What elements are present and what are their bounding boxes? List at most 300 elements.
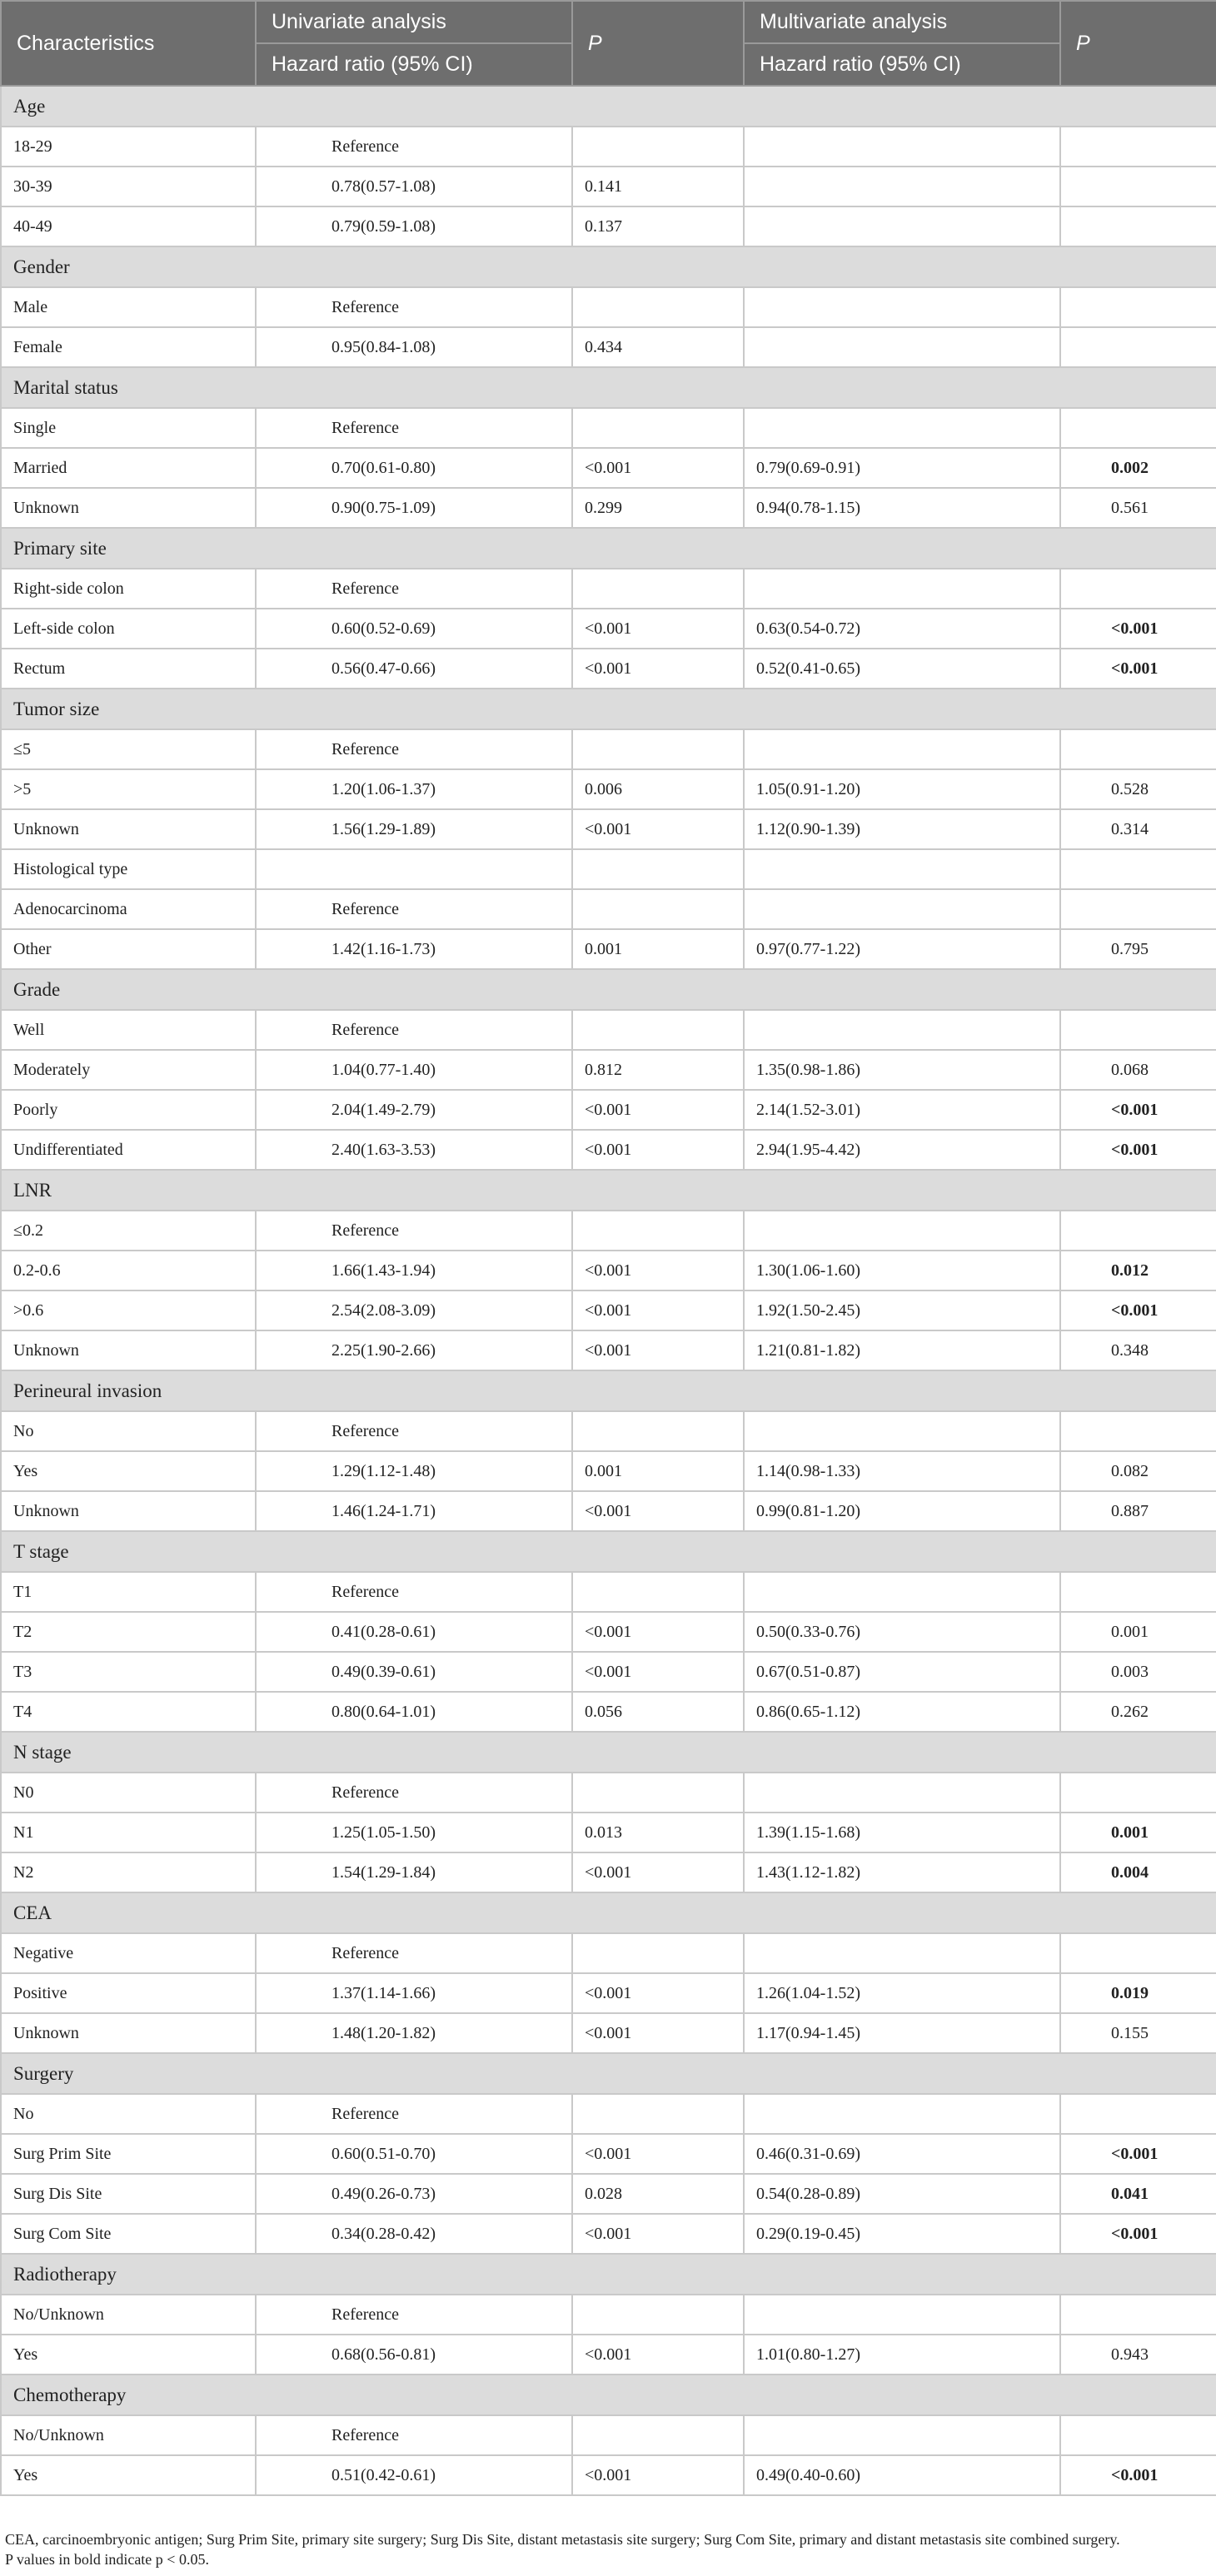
multivariate-p-cell: 0.041 [1060, 2174, 1216, 2214]
table-row [1, 2094, 1216, 2134]
univariate-hr-cell: 1.37(1.14-1.66) [256, 1973, 572, 2013]
table-row [1, 488, 1216, 528]
table-row [1, 1773, 1216, 1813]
univariate-p-cell: <0.001 [572, 1251, 744, 1290]
univariate-hr-cell: 0.60(0.52-0.69) [256, 609, 572, 649]
row-label: Unknown [1, 1330, 256, 1370]
table-row [1, 1933, 1216, 1973]
multivariate-hr-cell: 0.79(0.69-0.91) [744, 448, 1060, 488]
row-label: Undifferentiated [1, 1130, 256, 1170]
univariate-p-cell [572, 729, 744, 769]
univariate-hr-cell: 1.25(1.05-1.50) [256, 1813, 572, 1852]
multivariate-p-cell [1060, 1411, 1216, 1451]
table-row [1, 609, 1216, 649]
table-row [1, 167, 1216, 206]
univariate-p-cell: <0.001 [572, 2013, 744, 2053]
table-row [1, 849, 1216, 889]
univariate-hr-cell: Reference [256, 287, 572, 327]
row-label: >0.6 [1, 1290, 256, 1330]
multivariate-p-cell: <0.001 [1060, 2455, 1216, 2495]
univariate-p-cell: 0.299 [572, 488, 744, 528]
multivariate-p-cell: 0.001 [1060, 1813, 1216, 1852]
section-title: CEA [1, 1892, 1216, 1933]
section-title: Tumor size [1, 689, 1216, 729]
multivariate-p-cell: 0.001 [1060, 1612, 1216, 1652]
univariate-p-cell [572, 849, 744, 889]
univariate-hr-cell: 0.60(0.51-0.70) [256, 2134, 572, 2174]
univariate-p-cell [572, 1572, 744, 1612]
multivariate-p-cell [1060, 849, 1216, 889]
multivariate-hr-cell: 0.86(0.65-1.12) [744, 1692, 1060, 1732]
multivariate-p-cell [1060, 206, 1216, 246]
multivariate-hr-cell [744, 729, 1060, 769]
univariate-p-cell: <0.001 [572, 1130, 744, 1170]
multivariate-hr-cell: 1.12(0.90-1.39) [744, 809, 1060, 849]
multivariate-p-cell [1060, 287, 1216, 327]
table-row [1, 769, 1216, 809]
multivariate-hr-cell: 2.14(1.52-3.01) [744, 1090, 1060, 1130]
multivariate-p-cell [1060, 2094, 1216, 2134]
multivariate-hr-cell [744, 1933, 1060, 1973]
univariate-p-cell: <0.001 [572, 1491, 744, 1531]
univariate-hr-cell: 2.54(2.08-3.09) [256, 1290, 572, 1330]
section-row [1, 1170, 1216, 1211]
section-title: T stage [1, 1531, 1216, 1572]
multivariate-hr-cell: 1.17(0.94-1.45) [744, 2013, 1060, 2053]
multivariate-p-cell [1060, 889, 1216, 929]
multivariate-hr-cell: 1.35(0.98-1.86) [744, 1050, 1060, 1090]
univariate-hr-cell: Reference [256, 2094, 572, 2134]
row-label: Unknown [1, 2013, 256, 2053]
univariate-hr-cell: 1.04(0.77-1.40) [256, 1050, 572, 1090]
row-label: 18-29 [1, 127, 256, 167]
univariate-p-cell: 0.812 [572, 1050, 744, 1090]
univariate-hr-cell: Reference [256, 408, 572, 448]
multivariate-p-cell: 0.262 [1060, 1692, 1216, 1732]
univariate-hr-cell: 2.04(1.49-2.79) [256, 1090, 572, 1130]
multivariate-hr-cell: 0.50(0.33-0.76) [744, 1612, 1060, 1652]
row-label: ≤5 [1, 729, 256, 769]
section-row [1, 1732, 1216, 1773]
multivariate-hr-cell: 0.94(0.78-1.15) [744, 488, 1060, 528]
multivariate-hr-cell: 1.39(1.15-1.68) [744, 1813, 1060, 1852]
row-label: Negative [1, 1933, 256, 1973]
table-row [1, 1692, 1216, 1732]
univariate-p-cell [572, 2295, 744, 2335]
univariate-hr-cell: 1.42(1.16-1.73) [256, 929, 572, 969]
table-row [1, 1211, 1216, 1251]
row-label: Unknown [1, 1491, 256, 1531]
table-row [1, 206, 1216, 246]
multivariate-p-cell: 0.561 [1060, 488, 1216, 528]
univariate-hr-cell: Reference [256, 2295, 572, 2335]
multivariate-hr-cell: 1.01(0.80-1.27) [744, 2335, 1060, 2375]
univariate-hr-cell: 0.51(0.42-0.61) [256, 2455, 572, 2495]
row-label: N2 [1, 1852, 256, 1892]
univariate-hr-cell: 1.56(1.29-1.89) [256, 809, 572, 849]
univariate-p-cell [572, 1211, 744, 1251]
univariate-hr-cell: 0.68(0.56-0.81) [256, 2335, 572, 2375]
multivariate-hr-cell [744, 2295, 1060, 2335]
multivariate-p-cell: 0.887 [1060, 1491, 1216, 1531]
section-row [1, 2254, 1216, 2295]
multivariate-p-cell: <0.001 [1060, 1130, 1216, 1170]
row-label: Well [1, 1010, 256, 1050]
table-row [1, 408, 1216, 448]
row-label: No [1, 2094, 256, 2134]
section-title: Radiotherapy [1, 2254, 1216, 2295]
multivariate-p-cell [1060, 1933, 1216, 1973]
univariate-p-cell: <0.001 [572, 2335, 744, 2375]
row-label: Poorly [1, 1090, 256, 1130]
section-row [1, 689, 1216, 729]
row-label: Surg Prim Site [1, 2134, 256, 2174]
table-row [1, 1652, 1216, 1692]
table-row [1, 1852, 1216, 1892]
table-row [1, 2134, 1216, 2174]
table-row [1, 649, 1216, 689]
multivariate-hr-cell [744, 1572, 1060, 1612]
multivariate-hr-cell: 0.67(0.51-0.87) [744, 1652, 1060, 1692]
multivariate-p-cell: <0.001 [1060, 2134, 1216, 2174]
row-label: Male [1, 287, 256, 327]
row-label: No [1, 1411, 256, 1451]
row-label: Rectum [1, 649, 256, 689]
table-row [1, 127, 1216, 167]
row-label: 0.2-0.6 [1, 1251, 256, 1290]
section-row [1, 1892, 1216, 1933]
section-row [1, 969, 1216, 1010]
multivariate-hr-cell [744, 206, 1060, 246]
univariate-hr-cell: Reference [256, 729, 572, 769]
row-label: Left-side colon [1, 609, 256, 649]
multivariate-p-cell: <0.001 [1060, 649, 1216, 689]
row-label: Unknown [1, 809, 256, 849]
univariate-hr-cell: Reference [256, 2415, 572, 2455]
section-row [1, 246, 1216, 287]
univariate-hr-cell: 0.70(0.61-0.80) [256, 448, 572, 488]
row-label: Surg Com Site [1, 2214, 256, 2254]
row-label: Yes [1, 2455, 256, 2495]
section-title: Perineural invasion [1, 1370, 1216, 1411]
section-title: Primary site [1, 528, 1216, 569]
univariate-hr-cell: Reference [256, 127, 572, 167]
section-row [1, 367, 1216, 408]
section-row [1, 1370, 1216, 1411]
table-row [1, 1290, 1216, 1330]
multivariate-hr-cell: 2.94(1.95-4.42) [744, 1130, 1060, 1170]
univariate-p-cell [572, 2094, 744, 2134]
univariate-p-cell: 0.137 [572, 206, 744, 246]
univariate-p-cell [572, 408, 744, 448]
row-label: Married [1, 448, 256, 488]
multivariate-hr-cell [744, 2415, 1060, 2455]
footnote-abbreviations: CEA, carcinoembryonic antigen; Surg Prim Site, primary site surgery; Surg Dis Site, distant metastasis site surgery; Surg Com Site, primary and distant metastasis site combined surgery. [5, 2531, 1120, 2548]
univariate-p-cell [572, 889, 744, 929]
multivariate-hr-cell [744, 327, 1060, 367]
multivariate-p-cell: <0.001 [1060, 1090, 1216, 1130]
univariate-hr-cell: 2.25(1.90-2.66) [256, 1330, 572, 1370]
univariate-p-cell: <0.001 [572, 609, 744, 649]
multivariate-hr-cell [744, 849, 1060, 889]
header-multivariate: Multivariate analysis [744, 1, 1060, 43]
multivariate-hr-cell: 1.43(1.12-1.82) [744, 1852, 1060, 1892]
multivariate-p-cell: 0.004 [1060, 1852, 1216, 1892]
multivariate-p-cell [1060, 2295, 1216, 2335]
table-footnote [5, 2529, 1213, 2569]
univariate-hr-cell: 0.56(0.47-0.66) [256, 649, 572, 689]
univariate-p-cell [572, 287, 744, 327]
section-row [1, 528, 1216, 569]
univariate-p-cell: <0.001 [572, 1852, 744, 1892]
row-label: >5 [1, 769, 256, 809]
univariate-p-cell: 0.028 [572, 2174, 744, 2214]
row-label: Female [1, 327, 256, 367]
table-row [1, 1330, 1216, 1370]
univariate-hr-cell: 1.66(1.43-1.94) [256, 1251, 572, 1290]
row-label: T2 [1, 1612, 256, 1652]
univariate-hr-cell: Reference [256, 569, 572, 609]
univariate-hr-cell: Reference [256, 1411, 572, 1451]
table-row [1, 2455, 1216, 2495]
table-row [1, 2335, 1216, 2375]
table-row [1, 448, 1216, 488]
table-row [1, 327, 1216, 367]
table-row [1, 1090, 1216, 1130]
univariate-hr-cell: 0.49(0.39-0.61) [256, 1652, 572, 1692]
row-label: Positive [1, 1973, 256, 2013]
multivariate-hr-cell: 1.21(0.81-1.82) [744, 1330, 1060, 1370]
univariate-p-cell [572, 1933, 744, 1973]
univariate-hr-cell: Reference [256, 889, 572, 929]
table-row [1, 1130, 1216, 1170]
table-row [1, 889, 1216, 929]
table-header [1, 1, 1216, 86]
row-label: Yes [1, 1451, 256, 1491]
univariate-p-cell: <0.001 [572, 1090, 744, 1130]
multivariate-p-cell: <0.001 [1060, 2214, 1216, 2254]
univariate-p-cell: <0.001 [572, 448, 744, 488]
table-row [1, 287, 1216, 327]
univariate-hr-cell [256, 849, 572, 889]
section-title: Gender [1, 246, 1216, 287]
multivariate-p-cell [1060, 327, 1216, 367]
table-row [1, 1572, 1216, 1612]
section-title: Age [1, 86, 1216, 127]
multivariate-hr-cell [744, 167, 1060, 206]
univariate-p-cell: <0.001 [572, 1330, 744, 1370]
table-row [1, 569, 1216, 609]
section-title: LNR [1, 1170, 1216, 1211]
footnote-bold-note: P values in bold indicate p < 0.05. [5, 2551, 209, 2568]
univariate-hr-cell: Reference [256, 1010, 572, 1050]
header-characteristics: Characteristics [1, 1, 256, 86]
multivariate-p-cell: 0.314 [1060, 809, 1216, 849]
header-hr-multivariate: Hazard ratio (95% CI) [744, 43, 1060, 86]
row-label: No/Unknown [1, 2415, 256, 2455]
table-body [1, 86, 1216, 2495]
table-row [1, 729, 1216, 769]
multivariate-hr-cell: 0.63(0.54-0.72) [744, 609, 1060, 649]
multivariate-hr-cell: 0.97(0.77-1.22) [744, 929, 1060, 969]
row-label: 30-39 [1, 167, 256, 206]
table-row [1, 809, 1216, 849]
univariate-p-cell: <0.001 [572, 2214, 744, 2254]
multivariate-hr-cell [744, 287, 1060, 327]
univariate-hr-cell: Reference [256, 1211, 572, 1251]
univariate-p-cell: <0.001 [572, 1652, 744, 1692]
univariate-p-cell [572, 1773, 744, 1813]
row-label: T1 [1, 1572, 256, 1612]
multivariate-p-cell: 0.155 [1060, 2013, 1216, 2053]
multivariate-hr-cell [744, 1010, 1060, 1050]
multivariate-p-cell: <0.001 [1060, 1290, 1216, 1330]
univariate-hr-cell: 1.46(1.24-1.71) [256, 1491, 572, 1531]
row-label: No/Unknown [1, 2295, 256, 2335]
multivariate-p-cell [1060, 1572, 1216, 1612]
multivariate-p-cell: <0.001 [1060, 609, 1216, 649]
univariate-hr-cell: 0.79(0.59-1.08) [256, 206, 572, 246]
row-label: Moderately [1, 1050, 256, 1090]
row-label: Histological type [1, 849, 256, 889]
univariate-p-cell [572, 2415, 744, 2455]
multivariate-hr-cell: 0.52(0.41-0.65) [744, 649, 1060, 689]
row-label: 40-49 [1, 206, 256, 246]
multivariate-p-cell [1060, 1010, 1216, 1050]
multivariate-hr-cell: 1.14(0.98-1.33) [744, 1451, 1060, 1491]
table-row [1, 2174, 1216, 2214]
multivariate-hr-cell [744, 1773, 1060, 1813]
multivariate-p-cell [1060, 1211, 1216, 1251]
univariate-hr-cell: 0.90(0.75-1.09) [256, 488, 572, 528]
table-row [1, 2295, 1216, 2335]
univariate-hr-cell: 2.40(1.63-3.53) [256, 1130, 572, 1170]
multivariate-hr-cell: 1.92(1.50-2.45) [744, 1290, 1060, 1330]
table-row [1, 2013, 1216, 2053]
univariate-p-cell: <0.001 [572, 2134, 744, 2174]
multivariate-p-cell: 0.003 [1060, 1652, 1216, 1692]
header-p-multivariate: P [1060, 1, 1216, 86]
univariate-p-cell [572, 1010, 744, 1050]
multivariate-p-cell [1060, 569, 1216, 609]
univariate-p-cell: 0.434 [572, 327, 744, 367]
multivariate-p-cell [1060, 167, 1216, 206]
row-label: N1 [1, 1813, 256, 1852]
section-row [1, 1531, 1216, 1572]
table-row [1, 1451, 1216, 1491]
univariate-hr-cell: 0.34(0.28-0.42) [256, 2214, 572, 2254]
multivariate-hr-cell [744, 569, 1060, 609]
multivariate-p-cell [1060, 729, 1216, 769]
table-row [1, 1251, 1216, 1290]
univariate-p-cell: <0.001 [572, 2455, 744, 2495]
multivariate-hr-cell [744, 1411, 1060, 1451]
table-row [1, 1612, 1216, 1652]
univariate-hr-cell: Reference [256, 1933, 572, 1973]
univariate-p-cell: <0.001 [572, 1290, 744, 1330]
multivariate-p-cell [1060, 408, 1216, 448]
multivariate-hr-cell [744, 127, 1060, 167]
univariate-p-cell: 0.141 [572, 167, 744, 206]
section-row [1, 86, 1216, 127]
univariate-p-cell [572, 127, 744, 167]
multivariate-p-cell: 0.012 [1060, 1251, 1216, 1290]
multivariate-p-cell: 0.019 [1060, 1973, 1216, 2013]
table-row [1, 1010, 1216, 1050]
univariate-p-cell: 0.013 [572, 1813, 744, 1852]
univariate-hr-cell: 1.48(1.20-1.82) [256, 2013, 572, 2053]
multivariate-hr-cell [744, 2094, 1060, 2134]
section-title: Grade [1, 969, 1216, 1010]
header-univariate: Univariate analysis [256, 1, 572, 43]
row-label: T4 [1, 1692, 256, 1732]
multivariate-hr-cell: 1.30(1.06-1.60) [744, 1251, 1060, 1290]
row-label: Right-side colon [1, 569, 256, 609]
multivariate-p-cell: 0.002 [1060, 448, 1216, 488]
section-title: Chemotherapy [1, 2375, 1216, 2415]
multivariate-p-cell: 0.943 [1060, 2335, 1216, 2375]
multivariate-hr-cell [744, 889, 1060, 929]
univariate-hr-cell: 1.54(1.29-1.84) [256, 1852, 572, 1892]
multivariate-hr-cell: 0.29(0.19-0.45) [744, 2214, 1060, 2254]
univariate-hr-cell: 0.78(0.57-1.08) [256, 167, 572, 206]
multivariate-p-cell [1060, 127, 1216, 167]
univariate-p-cell: 0.006 [572, 769, 744, 809]
univariate-p-cell [572, 569, 744, 609]
univariate-p-cell: <0.001 [572, 1973, 744, 2013]
header-hr-univariate: Hazard ratio (95% CI) [256, 43, 572, 86]
univariate-p-cell [572, 1411, 744, 1451]
univariate-p-cell: <0.001 [572, 649, 744, 689]
multivariate-p-cell: 0.068 [1060, 1050, 1216, 1090]
row-label: N0 [1, 1773, 256, 1813]
multivariate-p-cell: 0.795 [1060, 929, 1216, 969]
multivariate-hr-cell: 0.49(0.40-0.60) [744, 2455, 1060, 2495]
univariate-p-cell: 0.001 [572, 929, 744, 969]
multivariate-hr-cell [744, 408, 1060, 448]
table-row [1, 1491, 1216, 1531]
row-label: T3 [1, 1652, 256, 1692]
multivariate-hr-cell [744, 1211, 1060, 1251]
table-row [1, 1050, 1216, 1090]
section-title: Surgery [1, 2053, 1216, 2094]
multivariate-hr-cell: 0.99(0.81-1.20) [744, 1491, 1060, 1531]
univariate-hr-cell: Reference [256, 1572, 572, 1612]
multivariate-p-cell: 0.528 [1060, 769, 1216, 809]
table-row [1, 929, 1216, 969]
table-row [1, 1973, 1216, 2013]
table-row [1, 1813, 1216, 1852]
univariate-p-cell: <0.001 [572, 809, 744, 849]
univariate-hr-cell: 1.29(1.12-1.48) [256, 1451, 572, 1491]
multivariate-hr-cell: 1.05(0.91-1.20) [744, 769, 1060, 809]
multivariate-p-cell: 0.348 [1060, 1330, 1216, 1370]
univariate-hr-cell: 0.49(0.26-0.73) [256, 2174, 572, 2214]
row-label: Adenocarcinoma [1, 889, 256, 929]
multivariate-hr-cell: 0.54(0.28-0.89) [744, 2174, 1060, 2214]
row-label: Other [1, 929, 256, 969]
univariate-hr-cell: Reference [256, 1773, 572, 1813]
row-label: Yes [1, 2335, 256, 2375]
univariate-hr-cell: 1.20(1.06-1.37) [256, 769, 572, 809]
univariate-hr-cell: 0.80(0.64-1.01) [256, 1692, 572, 1732]
table-row [1, 2415, 1216, 2455]
univariate-hr-cell: 0.95(0.84-1.08) [256, 327, 572, 367]
section-title: Marital status [1, 367, 1216, 408]
section-row [1, 2053, 1216, 2094]
multivariate-p-cell: 0.082 [1060, 1451, 1216, 1491]
row-label: Single [1, 408, 256, 448]
